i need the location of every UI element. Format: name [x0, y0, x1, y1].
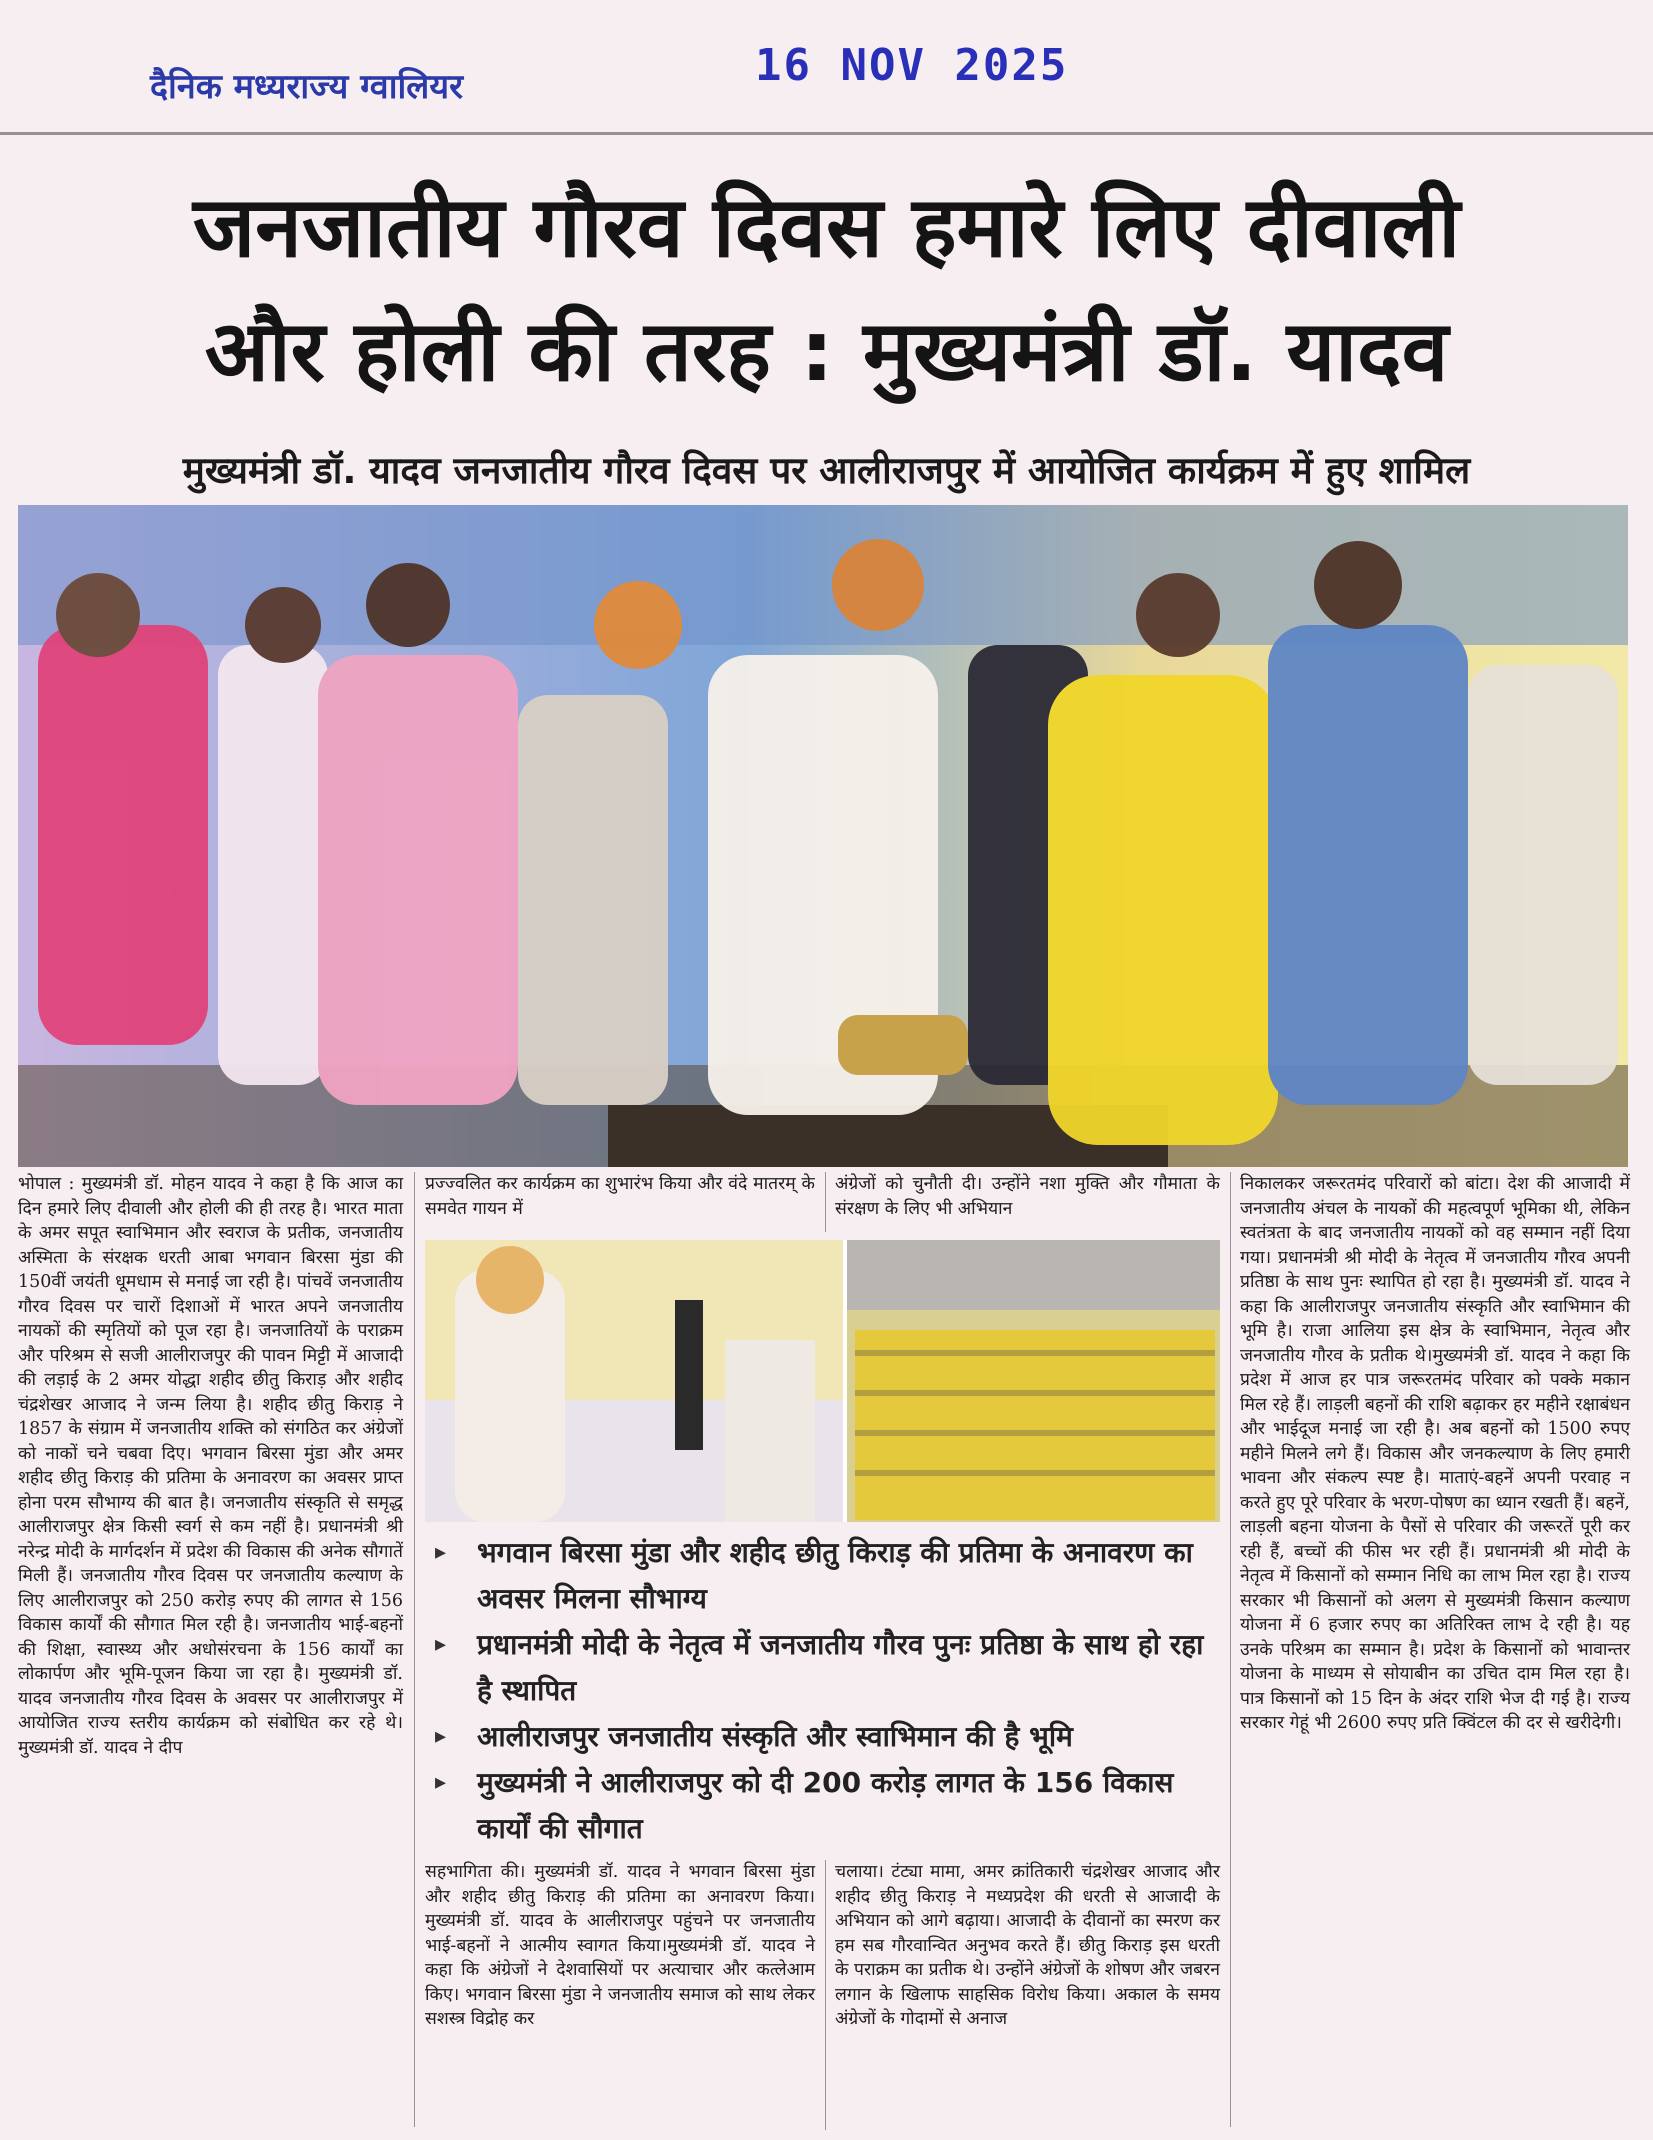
highlights-list: [425, 1530, 1225, 1852]
column-divider: [414, 1172, 415, 2127]
headline-line-1: जनजातीय गौरव दिवस हमारे लिए दीवाली: [192, 178, 1461, 276]
column-divider: [825, 1860, 826, 2130]
top-rule: [0, 132, 1653, 135]
article-column-2-top: [425, 1172, 815, 1230]
main-photo: [18, 505, 1628, 1167]
column-divider: [825, 1172, 826, 1232]
subheadline: मुख्यमंत्री डॉ. यादव जनजातीय गौरव दिवस पर आलीराजपुर में आयोजित कार्यक्रम में हुए शामिल: [182, 449, 1471, 492]
triangle-right-icon: ▸: [435, 1632, 447, 1657]
inset-photo: [425, 1240, 1220, 1522]
highlight-text: आलीराजपुर जनजातीय संस्कृति और स्वाभिमान की है भूमि: [477, 1720, 1073, 1753]
article-text: प्रज्ज्वलित कर कार्यक्रम का शुभारंभ किया और वंदे मातरम् के समवेत गायन में: [425, 1174, 815, 1219]
article-column-2-bottom: [425, 1860, 815, 2130]
article-column-3-top: [835, 1172, 1220, 1230]
masthead: दैनिक मध्यराज्य ग्वालियर: [150, 67, 463, 107]
triangle-right-icon: ▸: [435, 1540, 447, 1565]
column-divider: [1230, 1172, 1231, 2127]
headline: [20, 165, 1633, 413]
article-text: भोपाल : मुख्यमंत्री डॉ. मोहन यादव ने कहा है कि आज का दिन हमारे लिए दीवाली और होली की ही तरह है। भारत माता के अमर सपूत स्वाभिमान और स्वराज के प्रतीक, जनजातीय अस्मिता के संरक्षक धरती आबा भगवान बिरसा मुंडा की 150वीं जयंती धूमधाम से मनाई जा रही है। पांचवें जनजातीय गौरव दिवस पर चारों दिशाओं में भारत अपने जनजातीय नायकों की स्मृतियों को पूज रहा है। जनजातियों के पराक्रम और परिश्रम से सजी आलीराजपुर की पावन मिट्टी में आजादी की लड़ाई के 2 अमर योद्धा शहीद छीतु किराड़ और शहीद चंद्रशेखर आजाद ने जन्म लिया है। शहीद छीतु किराड़ ने 1857 के संग्राम में जनजातीय शक्ति को संगठित कर अंग्रेजों को नाकों चने चबवा दिए। भगवान बिरसा मुंडा और अमर शहीद छीतु किराड़ की प्रतिमा के अनावरण का अवसर प्राप्त होना परम सौभाग्य की बात है। जनजातीय संस्कृति से समृद्ध आलीराजपुर क्षेत्र किसी स्वर्ग से कम नहीं है। प्रधानमंत्री श्री नरेन्द्र मोदी के मार्गदर्शन में प्रदेश की विकास की अनेक सौगातें मिली हैं। जनजातीय गौरव दिवस पर जनजातीय कल्याण के लिए आलीराजपुर को 250 करोड़ रुपए की लागत से 156 विकास कार्यों की सौगात मिल रही है। जनजातीय भाई-बहनों की शिक्षा, स्वास्थ्य और अधोसंरचना के 156 कार्यों का लोकार्पण और भूमि-पूजन किया जा रहा है। मुख्यमंत्री डॉ. यादव जनजातीय गौरव दिवस के अवसर पर आलीराजपुर में आयोजित राज्य स्तरीय कार्यक्रम को संबोधित कर रहे थे। मुख्यमंत्री डॉ. यादव ने दीप: [18, 1174, 403, 1758]
highlight-item: [425, 1530, 1225, 1622]
highlight-item: [425, 1622, 1225, 1714]
article-text: अंग्रेजों को चुनौती दी। उन्होंने नशा मुक्ति और गौमाता के संरक्षण के लिए भी अभियान: [835, 1174, 1220, 1219]
highlight-item: [425, 1714, 1225, 1760]
highlight-text: प्रधानमंत्री मोदी के नेतृत्व में जनजातीय गौरव पुनः प्रतिष्ठा के साथ हो रहा है स्थापित: [477, 1628, 1204, 1707]
highlight-text: मुख्यमंत्री ने आलीराजपुर को दी 200 करोड़ लागत के 156 विकास कार्यों की सौगात: [477, 1766, 1174, 1845]
highlight-text: भगवान बिरसा मुंडा और शहीद छीतु किराड़ की प्रतिमा के अनावरण का अवसर मिलना सौभाग्य: [477, 1536, 1193, 1615]
article-column-4: [1240, 1172, 1630, 2127]
headline-line-2: और होली की तरह : मुख्यमंत्री डॉ. यादव: [204, 302, 1449, 400]
article-text: सहभागिता की। मुख्यमंत्री डॉ. यादव ने भगवान बिरसा मुंडा और शहीद छीतु किराड़ की प्रतिमा का अनावरण किया। मुख्यमंत्री डॉ. यादव के आलीराजपुर पहुंचने पर जनजातीय भाई-बहनों ने आत्मीय स्वागत किया।मुख्यमंत्री डॉ. यादव ने कहा कि अंग्रेजों ने देशवासियों पर अत्याचार और कत्लेआम किए। भगवान बिरसा मुंडा ने जनजातीय समाज को साथ लेकर सशस्त्र विद्रोह कर: [425, 1862, 815, 2029]
article-column-1: [18, 1172, 403, 2127]
highlight-item: [425, 1760, 1225, 1852]
article-text: निकालकर जरूरतमंद परिवारों को बांटा। देश की आजादी में जनजातीय अंचल के नायकों की महत्वपूर्ण भूमिका थी, लेकिन स्वतंत्रता के बाद जनजातीय नायकों को वह सम्मान नहीं दिया गया। प्रधानमंत्री श्री मोदी के नेतृत्व में जनजातीय गौरव अपनी प्रतिष्ठा के साथ पुनः स्थापित हो रहा है। मुख्यमंत्री डॉ. यादव ने कहा कि आलीराजपुर जनजातीय संस्कृति और स्वाभिमान की भूमि है। राजा आलिया इस क्षेत्र के स्वाभिमान, नेतृत्व और जनजातीय गौरव के प्रतीक थे।मुख्यमंत्री डॉ. यादव ने कहा कि प्रदेश में आज हर पात्र जरूरतमंद परिवार को पक्के मकान मिल रहे हैं। लाड़ली बहनों की राशि बढ़ाकर हर महीने रक्षाबंधन और भाईदूज मनाई जा रही है। अब बहनों को 1500 रुपए महीने मिलने लगे हैं। विकास और जनकल्याण के लिए हमारी भावना और संकल्प स्पष्ट है। माताएं-बहनें अपनी परवाह न करते हुए पूरे परिवार के भरण-पोषण का ध्यान रखती हैं। बहनें, लाड़ली बहना योजना के पैसों से परिवार की जरूरतें पूरी कर रही हैं, बच्चों की फीस भर रही हैं। प्रधानमंत्री श्री मोदी के नेतृत्व में किसानों को सम्मान निधि का लाभ मिल रहा है। राज्य सरकार भी किसानों को अलग से मुख्यमंत्री किसान कल्याण योजना में 6 हजार रुपए का अतिरिक्त लाभ दे रही है। यह उनके परिश्रम का सम्मान है। प्रदेश के किसानों को भावान्तर योजना के माध्यम से सोयाबीन का उचित दाम मिल रहा है। पात्र किसानों को 15 दिन के अंदर राशि भेज दी गई है। राज्य सरकार गेहूं भी 2600 रुपए प्रति क्विंटल की दर से खरीदेगी।: [1240, 1174, 1630, 1733]
article-column-3-bottom: [835, 1860, 1220, 2130]
article-text: चलाया। टंट्या मामा, अमर क्रांतिकारी चंद्रशेखर आजाद और शहीद छीतु किराड़ ने मध्यप्रदेश की धरती से आजादी के अभियान को आगे बढ़ाया। आजादी के दीवानों का स्मरण कर हम सब गौरवान्वित अनुभव करते हैं। छीतु किराड़ इस धरती के पराक्रम का प्रतीक थे। उन्होंने अंग्रेजों के शोषण और जबरन लगान के खिलाफ साहसिक विरोध किया। अकाल के समय अंग्रेजों के गोदामों से अनाज: [835, 1862, 1220, 2029]
date-stamp: 16 NOV 2025: [755, 40, 1069, 91]
triangle-right-icon: ▸: [435, 1724, 447, 1749]
triangle-right-icon: ▸: [435, 1770, 447, 1795]
